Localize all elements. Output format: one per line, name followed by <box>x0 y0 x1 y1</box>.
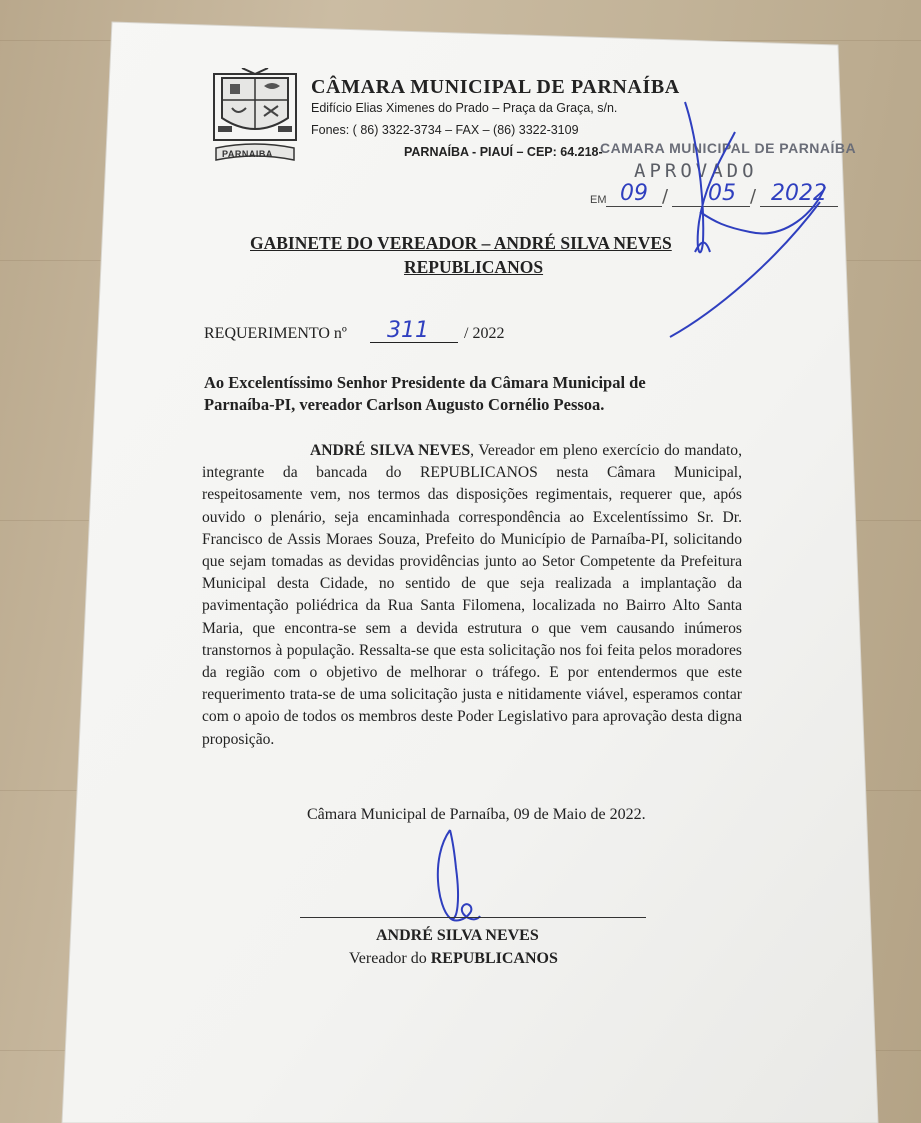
stamp-slash-2: / <box>750 186 757 207</box>
body-author: ANDRÉ SILVA NEVES <box>310 442 471 459</box>
stamp-approved: APROVADO <box>634 160 758 182</box>
institution-name: CÂMARA MUNICIPAL DE PARNAÍBA <box>311 76 680 98</box>
stamp-day-line <box>606 206 662 207</box>
signer-name: ANDRÉ SILVA NEVES <box>376 927 539 944</box>
closing-date: Câmara Municipal de Parnaíba, 09 de Maio de 2022. <box>307 806 646 823</box>
stamp-day: 09 <box>620 181 648 206</box>
signature-icon <box>420 828 500 938</box>
body-paragraph <box>202 440 742 751</box>
body-text: , Vereador em pleno exercício do mandato, integrante da bancada do REPUBLICANOS nesta Câmara Municipal, respeitosamente vem, nos termos das disposições regimentais, requerer que, após ouvido o plenário, seja encaminhada correspondência ao Excelentíssimo Sr. Dr. Francisco de Assis Moraes Souza, Prefeito do Município de Parnaíba-PI, solicitando que sejam tomadas as devidas providências junto ao Setor Competente da Prefeitura Municipal desta Cidade, no sentido de que seja realizada a implantação da pavimentação poliédrica da Rua Santa Filomena, localizada no Bairro Alto Santa Maria, que encontra-se sem a devida estrutura o que vem causando inúmeros transtornos à população. Ressalta-se que esta solicitação nos foi feita pelos moradores da região com o objetivo de melhorar o tráfego. E por entendermos que este requerimento trata-se de uma solicitação justa e nitidamente viável, esperamos contar com o apoio de todos os membros deste Poder Legislativo para aprovação desta digna proposição. <box>202 442 742 748</box>
stamp-slash-1: / <box>662 186 669 207</box>
office-party: REPUBLICANOS <box>404 257 544 277</box>
stamp-month: 05 <box>708 181 736 206</box>
office-title: GABINETE DO VEREADOR – ANDRÉ SILVA NEVES <box>250 233 672 253</box>
addressee: Ao Excelentíssimo Senhor Presidente da Câmara Municipal de Parnaíba-PI, vereador Carlson Augusto Cornélio Pessoa. <box>204 373 646 414</box>
signer-role <box>349 950 558 968</box>
signer-role-party: REPUBLICANOS <box>430 950 558 967</box>
request-label: REQUERIMENTO nº <box>204 325 347 342</box>
stamp-year: 2022 <box>771 181 827 206</box>
crest-banner-text: PARNAIBA <box>222 149 273 159</box>
institution-address: Edifício Elias Ximenes do Prado – Praça da Graça, s/n. <box>311 101 618 115</box>
stamp-em-label: EM <box>590 194 607 206</box>
stamp-title: CAMARA MUNICIPAL DE PARNAÍBA <box>600 140 857 156</box>
signature-line <box>300 917 646 918</box>
institution-city: PARNAÍBA - PIAUÍ – CEP: 64.218- <box>404 145 603 159</box>
stamp-signature-icon <box>655 92 835 342</box>
institution-phones: Fones: ( 86) 3322-3734 – FAX – (86) 3322-3109 <box>311 123 579 137</box>
request-year: / 2022 <box>464 325 505 342</box>
request-number: 311 <box>387 318 429 343</box>
signer-role-prefix: Vereador do <box>349 950 427 967</box>
